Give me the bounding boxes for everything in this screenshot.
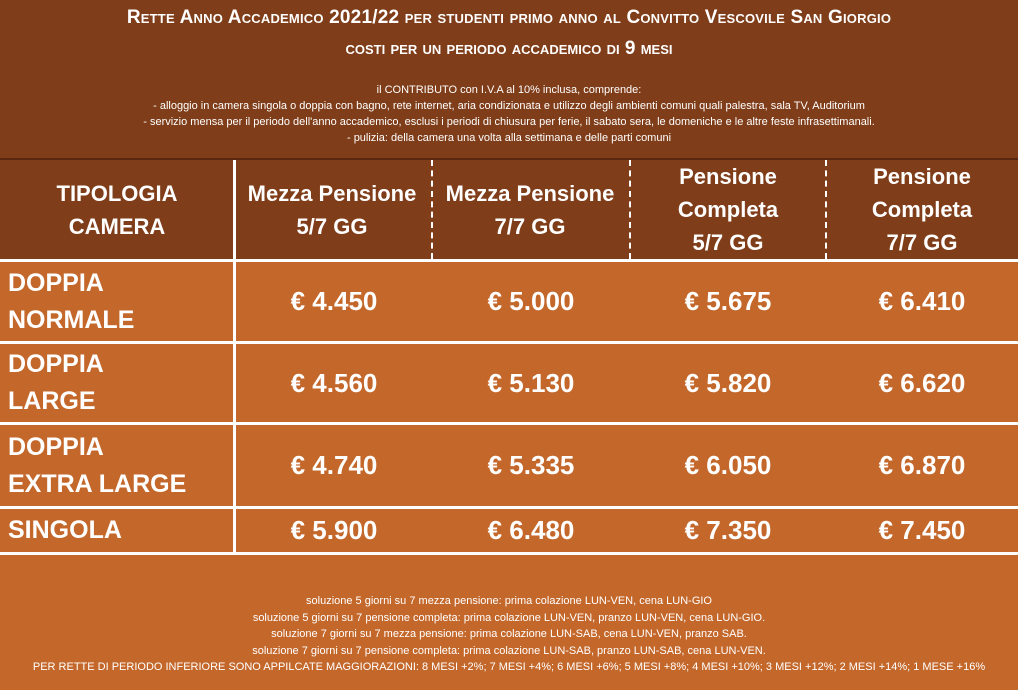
column-header-label: Mezza Pensione 5/7 GG xyxy=(247,180,417,239)
column-header-half-board-5 xyxy=(234,160,430,259)
price-cell: € 5.820 xyxy=(684,367,772,398)
column-header-half-board-7 xyxy=(430,160,630,259)
price-cell: € 4.560 xyxy=(290,367,378,398)
price-cell: € 7.450 xyxy=(878,515,966,545)
sheet-header xyxy=(0,0,1018,160)
table-header xyxy=(0,160,1018,262)
column-divider xyxy=(825,160,827,259)
table-row xyxy=(0,509,1018,555)
price-cell: € 6.410 xyxy=(878,286,966,316)
price-cell: € 5.335 xyxy=(487,450,575,480)
row-label: DOPPIA NORMALE xyxy=(8,268,135,334)
price-cell: € 6.480 xyxy=(487,515,575,545)
column-divider xyxy=(431,160,433,259)
row-label: DOPPIA LARGE xyxy=(8,350,104,415)
table-row xyxy=(0,425,1018,509)
price-cell: € 5.675 xyxy=(684,286,772,316)
column-header-room-type xyxy=(0,160,234,259)
note-line: soluzione 7 giorni su 7 mezza pensione: prima colazione LUN-SAB, cena LUN-VEN, pranzo SAB. xyxy=(271,628,747,640)
price-cell: € 4.450 xyxy=(290,286,378,316)
column-header-label: TIPOLOGIA CAMERA xyxy=(56,180,178,239)
price-cell: € 6.050 xyxy=(684,450,772,480)
price-cell: € 5.130 xyxy=(487,367,575,398)
contribution-line: il CONTRIBUTO con I.V.A al 10% inclusa, comprende: xyxy=(376,84,642,96)
surcharge-note: PER RETTE DI PERIODO INFERIORE SONO APPILCATE MAGGIORAZIONI: 8 MESI +2%; 7 MESI +4%; 6 MESI +6%; 5 MESI +8%; 4 MESI +10%; 3 MESI +12%; 2 MESI +14%; 1 MESE +16% xyxy=(32,661,986,673)
column-header-label: Pensione Completa 5/7 GG xyxy=(677,164,779,255)
price-cell: € 6.870 xyxy=(878,450,966,480)
table-row xyxy=(0,262,1018,344)
sheet-footer xyxy=(0,557,1018,690)
contribution-line: - servizio mensa per il periodo dell'anno accademico, esclusi i periodi di chiusura per ferie, il sabato sera, le domeniche e le altre feste infrasettimanali. xyxy=(143,116,875,128)
contribution-line: - alloggio in camera singola o doppia con bagno, rete internet, aria condizionata e utilizzo degli ambienti comuni quali palestra, sala TV, Auditorium xyxy=(153,100,865,112)
price-cell: € 6.620 xyxy=(878,367,966,398)
note-line: soluzione 5 giorni su 7 pensione completa: prima colazione LUN-VEN, pranzo LUN-VEN, cena LUN-GIO. xyxy=(252,611,766,624)
price-cell: € 4.740 xyxy=(290,450,378,480)
price-cell: € 5.900 xyxy=(290,515,378,545)
column-header-full-board-7 xyxy=(826,160,1018,259)
meal-plan-notes xyxy=(0,593,1018,676)
column-header-label: Mezza Pensione 7/7 GG xyxy=(445,180,615,239)
page-title: Rette Anno Accademico 2021/22 per studenti primo anno al Convitto Vescovile San Giorgio xyxy=(126,7,892,28)
row-label: SINGOLA xyxy=(8,516,122,544)
price-cell: € 7.350 xyxy=(684,515,772,545)
table-row xyxy=(0,344,1018,425)
contribution-description xyxy=(0,82,1018,146)
price-cell: € 5.000 xyxy=(487,286,575,316)
column-header-label: Pensione Completa 7/7 GG xyxy=(871,164,973,255)
column-divider xyxy=(629,160,631,259)
note-line: soluzione 7 giorni su 7 pensione completa: prima colazione LUN-SAB, pranzo LUN-SAB, cena LUN-VEN. xyxy=(252,644,766,657)
page-subtitle: costi per un periodo accademico di 9 mesi xyxy=(345,38,673,59)
row-label: DOPPIA EXTRA LARGE xyxy=(8,432,187,498)
column-divider xyxy=(233,160,236,554)
contribution-line: - pulizia: della camera una volta alla settimana e delle parti comuni xyxy=(346,132,672,144)
note-line: soluzione 5 giorni su 7 mezza pensione: prima colazione LUN-VEN, cena LUN-GIO xyxy=(306,595,712,607)
column-header-full-board-5 xyxy=(630,160,826,259)
